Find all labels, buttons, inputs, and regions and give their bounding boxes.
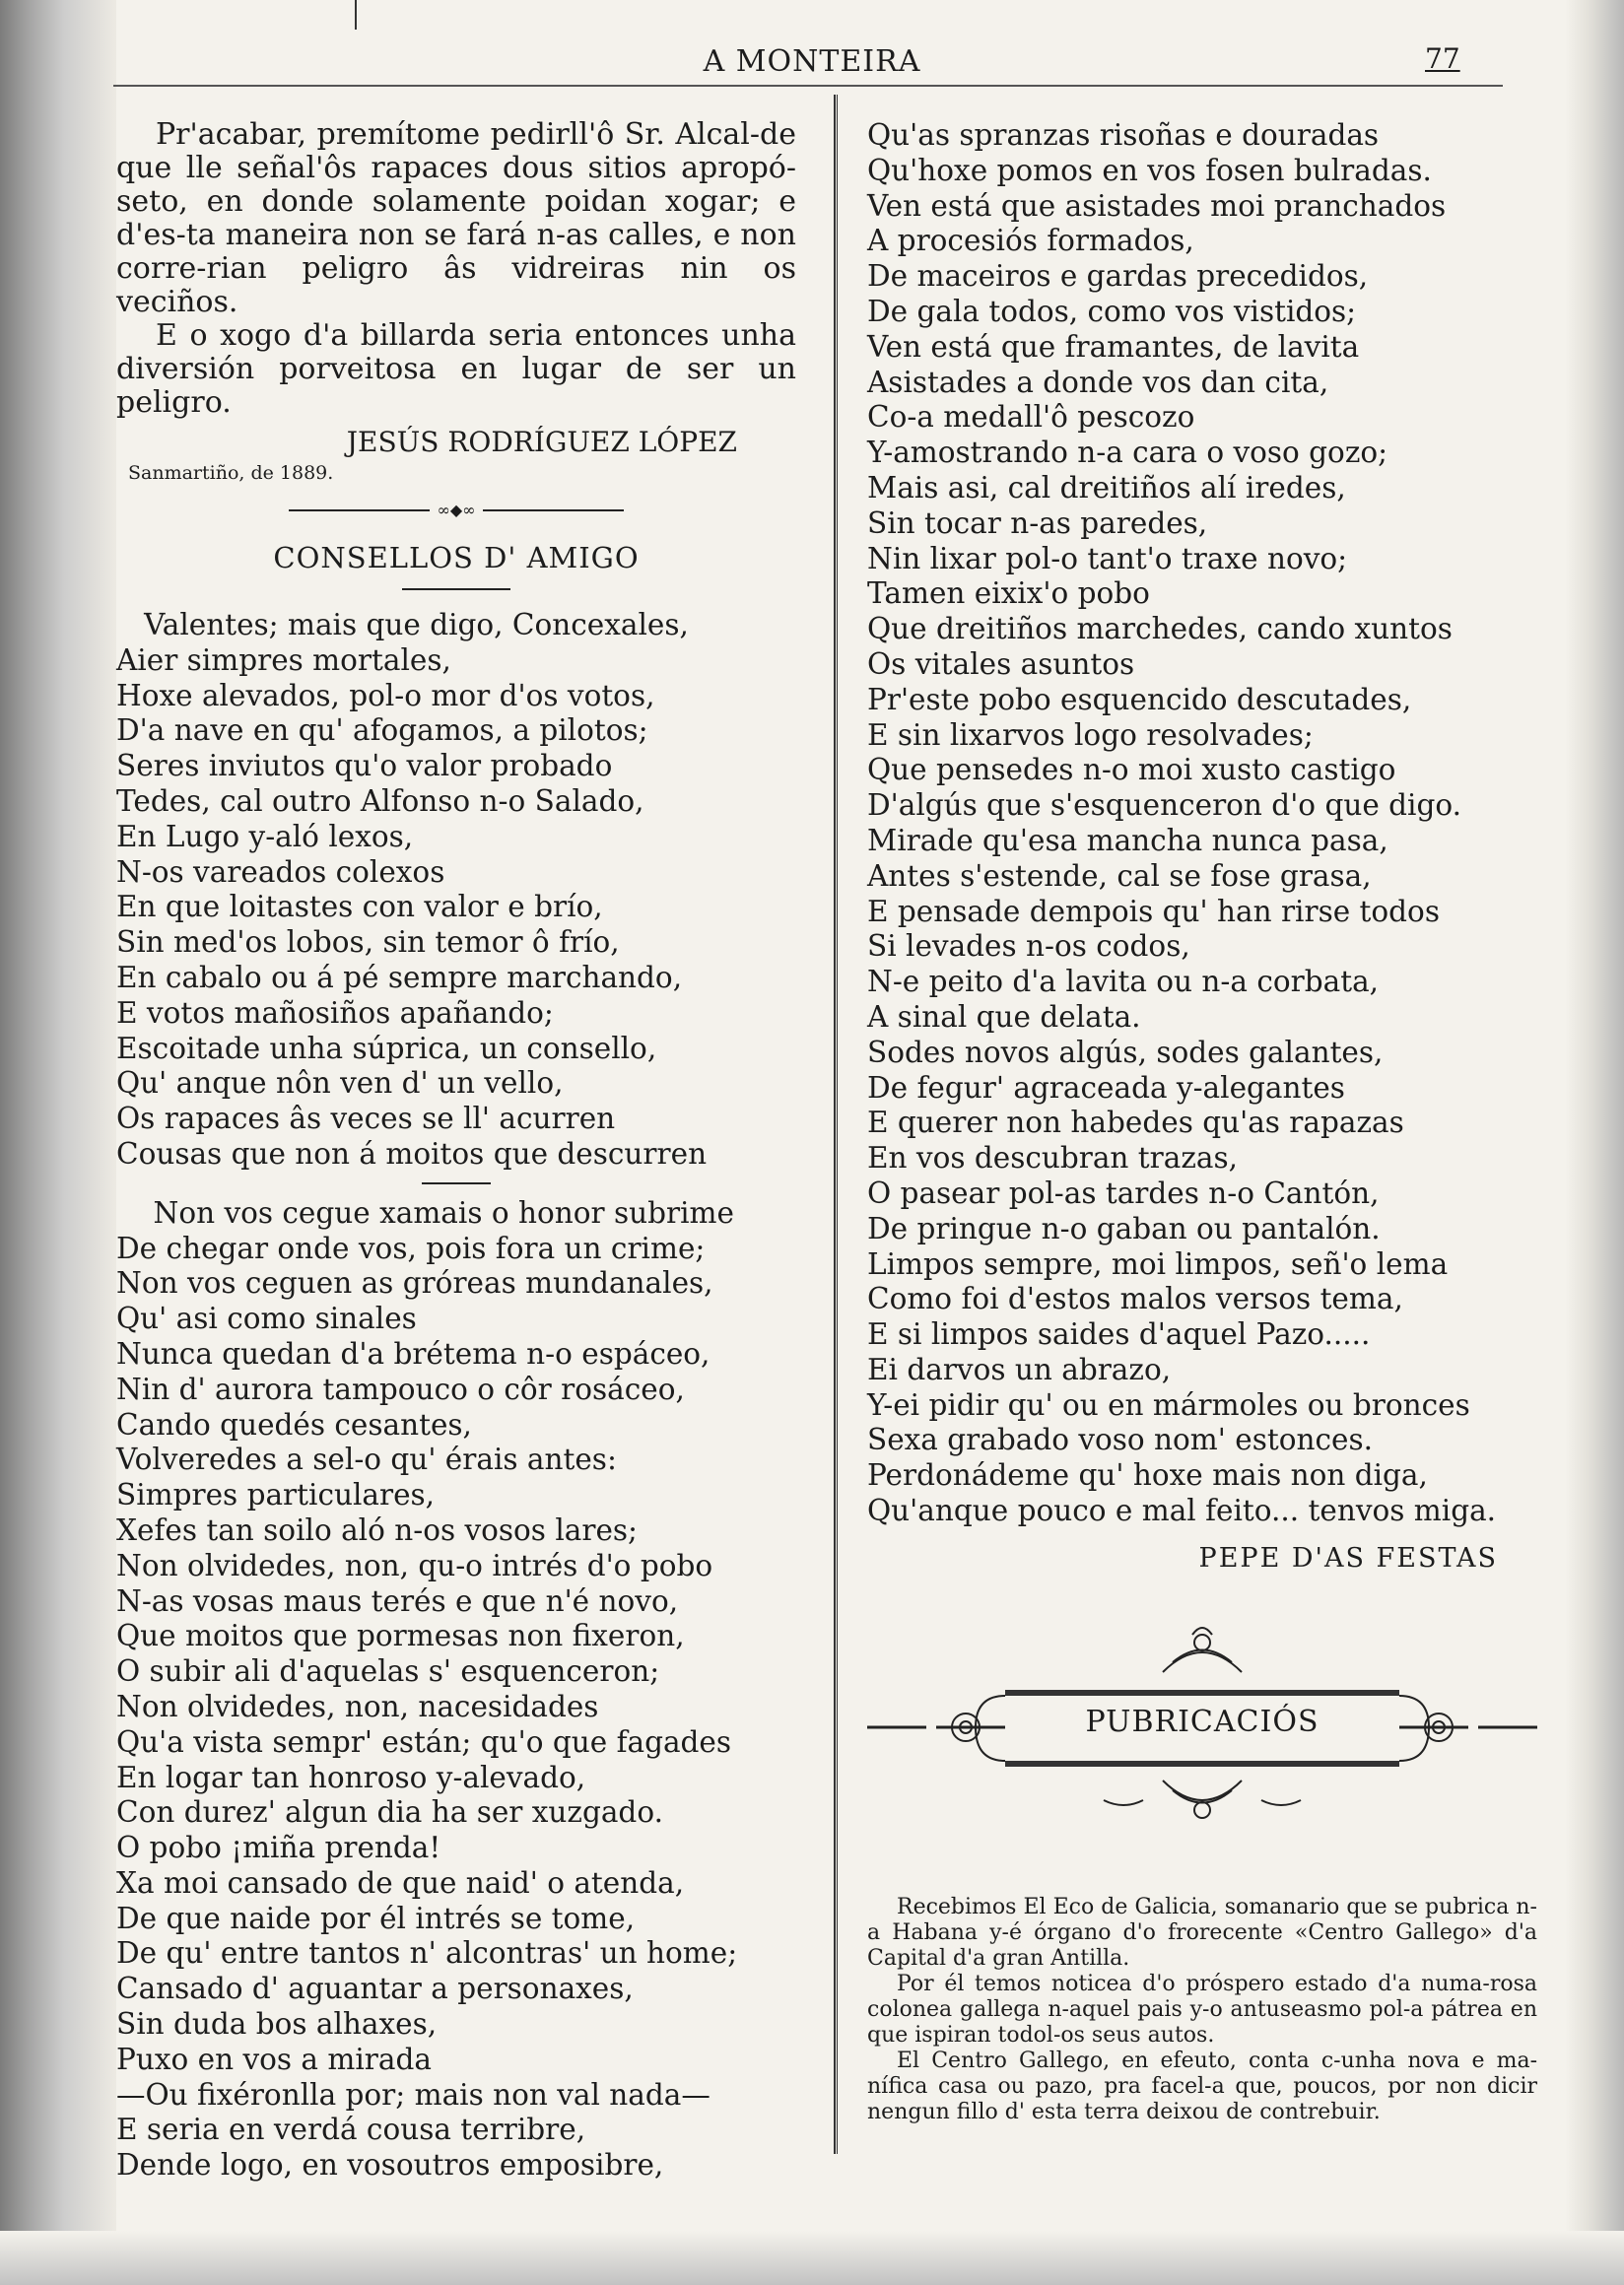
verse-line: Valentes; mais que digo, Concexales, xyxy=(144,608,689,641)
verse-line: Que dreitiños marchedes, cando xuntos xyxy=(867,612,1453,646)
verse-line: De gala todos, como vos vistidos; xyxy=(867,294,1357,328)
section-title: PUBRICACIÓS xyxy=(1085,1704,1320,1739)
verse-line: Co-a medall'ô pescozo xyxy=(867,400,1195,435)
left-column xyxy=(116,118,796,2184)
poem-continuation xyxy=(867,118,1537,1529)
verse-line: E pensade dempois qu' han rirse todos xyxy=(867,894,1440,928)
verse-line: Dende logo, en vosoutros emposibre, xyxy=(116,2148,664,2183)
verse-line: Nin d' aurora tampouco o côr rosáceo, xyxy=(116,1372,685,1406)
verse-line: Qu' anque nôn ven d' un vello, xyxy=(116,1066,564,1101)
verse-line: De maceiros e gardas precedidos, xyxy=(867,259,1369,294)
verse-line: Como foi d'estos malos versos tema, xyxy=(867,1282,1403,1316)
verse-line: De qu' entre tantos n' alcontras' un home; xyxy=(116,1936,738,1971)
verse-line: O pasear pol-as tardes n-o Cantón, xyxy=(867,1176,1380,1210)
verse-line: N-e peito d'a lavita ou n-a corbata, xyxy=(867,965,1380,999)
title-rule xyxy=(402,588,510,590)
verse-line: Sin duda bos alhaxes, xyxy=(116,2007,438,2042)
stanza-rule xyxy=(422,1182,491,1184)
verse-line: Ei darvos un abrazo, xyxy=(867,1352,1172,1386)
verse-line: Seres inviutos qu'o valor probado xyxy=(116,749,613,783)
poem-title: CONSELLOS D' AMIGO xyxy=(273,541,640,574)
verse-line: De chegar onde vos, pois fora un crime; xyxy=(116,1231,706,1265)
article-signature: JESÚS RODRÍGUEZ LÓPEZ xyxy=(346,426,737,458)
verse-line: A sinal que delata. xyxy=(867,999,1141,1034)
verse-line: Aier simpres mortales, xyxy=(116,642,451,677)
verse-line: E querer non habedes qu'as rapazas xyxy=(867,1106,1404,1140)
verse-line: De que naide por él intrés se tome, xyxy=(116,1901,636,1935)
verse-line: Pr'este pobo esquencido descutades, xyxy=(867,682,1412,716)
verse-line: Qu'anque pouco e mal feito... tenvos miga. xyxy=(867,1494,1497,1528)
verse-line: Que moitos que pormesas non fixeron, xyxy=(116,1619,685,1653)
verse-line: Qu' asi como sinales xyxy=(116,1302,417,1336)
verse-line: Ven está que framantes, de lavita xyxy=(867,329,1360,364)
verse-line: En cabalo ou á pé sempre marchando, xyxy=(116,960,683,994)
verse-line: Mirade qu'esa mancha nunca pasa, xyxy=(867,823,1388,857)
verse-line: Non vos cegue xamais o honor subrime xyxy=(153,1195,734,1230)
verse-line: Volveredes a sel-o qu' érais antes: xyxy=(116,1443,617,1477)
verse-line: Cansado d' aguantar a personaxes, xyxy=(116,1972,634,2006)
verse-line: N-os vareados colexos xyxy=(116,854,445,889)
verse-line: En vos descubran trazas, xyxy=(867,1141,1238,1176)
article-dateline: Sanmartiño, de 1889. xyxy=(128,462,334,484)
verse-line: Qu'hoxe pomos en vos fosen bulradas. xyxy=(867,153,1432,187)
verse-line: Puxo en vos a mirada xyxy=(116,2042,432,2076)
verse-line: Non olvidedes, non, qu-o intrés d'o pobo xyxy=(116,1548,713,1582)
verse-line: Simpres particulares, xyxy=(116,1478,436,1512)
verse-line: Antes s'estende, cal se fose grasa, xyxy=(867,858,1372,893)
verse-line: Escoitade unha súprica, un consello, xyxy=(116,1031,657,1065)
verse-line: Y-amostrando n-a cara o voso gozo; xyxy=(867,436,1388,470)
page-number: 77 xyxy=(1425,42,1460,75)
verse-line: En logar tan honroso y-alevado, xyxy=(116,1760,586,1794)
verse-line: N-as vosas maus terés e que n'é novo, xyxy=(116,1583,679,1618)
note-paragraph: El Centro Gallego, en efeuto, conta c-unha nova e ma-nífica casa ou pazo, pra facel-a que, poucos, por non dicir nengun fillo d' esta terra deixou de contrebuir. xyxy=(867,2048,1537,2124)
scan-shadow-right xyxy=(1565,0,1624,2285)
header-rule xyxy=(113,85,1503,87)
verse-line: De fegur' agraceada y-alegantes xyxy=(867,1070,1345,1105)
verse-line: —Ou fixéronlla por; mais non val nada— xyxy=(116,2077,710,2112)
verse-line: Sexa grabado voso nom' estonces. xyxy=(867,1423,1373,1457)
verse-line: Tamen eixix'o pobo xyxy=(867,576,1150,611)
verse-line: Os rapaces âs veces se ll' acurren xyxy=(116,1102,616,1136)
verse-line: E sin lixarvos logo resolvades; xyxy=(867,717,1314,752)
verse-line: Limpos sempre, moi limpos, señ'o lema xyxy=(867,1246,1449,1281)
ornamental-rule: ∞◆∞ xyxy=(289,504,624,517)
verse-line: De pringue n-o gaban ou pantalón. xyxy=(867,1211,1381,1245)
verse-line: Cousas que non á moitos que descurren xyxy=(116,1136,708,1171)
verse-line: Non olvidedes, non, nacesidades xyxy=(116,1689,599,1723)
right-column xyxy=(867,118,1537,2125)
verse-line: D'algús que s'esquenceron d'o que digo. xyxy=(867,788,1461,823)
verse-line: Con durez' algun dia ha ser xuzgado. xyxy=(116,1795,663,1830)
verse-line: Tedes, cal outro Alfonso n-o Salado, xyxy=(116,783,644,818)
verse-line: Nin lixar pol-o tant'o traxe novo; xyxy=(867,541,1348,575)
publications-notes xyxy=(867,1895,1537,2125)
verse-line: Cando quedés cesantes, xyxy=(116,1407,472,1442)
verse-line: Qu'as spranzas risoñas e douradas xyxy=(867,118,1380,152)
section-vignette xyxy=(867,1613,1537,1859)
verse-line: Sodes novos algús, sodes galantes, xyxy=(867,1035,1384,1069)
note-paragraph: Por él temos noticea d'o próspero estado d'a numa-rosa colonea gallega n-aquel pais y-o antuseasmo pol-a pátrea en que ispiran todol-os seus autos. xyxy=(867,1971,1537,2048)
verse-line: Perdonádeme qu' hoxe mais non diga, xyxy=(867,1458,1428,1493)
verse-line: Non vos ceguen as gróreas mundanales, xyxy=(116,1266,713,1301)
verse-line: Asistades a donde vos dan cita, xyxy=(867,365,1329,399)
verse-line: Qu'a vista sempr' están; qu'o que fagades xyxy=(116,1724,732,1759)
verse-line: E votos mañosiños apañando; xyxy=(116,995,554,1030)
poem-stanza-2 xyxy=(116,1196,796,2184)
verse-line: A procesiós formados, xyxy=(867,224,1194,258)
verse-line: D'a nave en qu' afogamos, a pilotos; xyxy=(116,713,648,748)
intro-paragraph: Pr'acabar, premítome pedirll'ô Sr. Alcal-de que lle señal'ôs rapaces dous sitios apropó-seto, en donde solamente poidan xogar; e d'es-ta maneira non se fará n-as calles, e non corre-rian peligro âs vidreiras nin os veciños. xyxy=(116,117,796,319)
verse-line: Ven está que asistades moi pranchados xyxy=(867,188,1447,223)
verse-line: En que loitastes con valor e brío, xyxy=(116,890,603,924)
verse-line: Mais asi, cal dreitiños alí iredes, xyxy=(867,470,1346,504)
note-paragraph: Recebimos El Eco de Galicia, somanario que se pubrica n-a Habana y-é órgano d'o frorecente «Centro Gallego» d'a Capital d'a gran Antilla. xyxy=(867,1894,1537,1971)
verse-line: En Lugo y-aló lexos, xyxy=(116,819,414,853)
verse-line: O pobo ¡miña prenda! xyxy=(116,1831,441,1865)
verse-line: Os vitales asuntos xyxy=(867,646,1135,681)
header-tick-mark xyxy=(355,0,357,30)
scan-shadow-left xyxy=(0,0,116,2285)
verse-line: Hoxe alevados, pol-o mor d'os votos, xyxy=(116,678,655,712)
verse-line: Nunca quedan d'a brétema n-o espáceo, xyxy=(116,1336,710,1371)
verse-line: Xefes tan soilo aló n-os vosos lares; xyxy=(116,1512,638,1547)
verse-line: E seria en verdá cousa terribre, xyxy=(116,2113,586,2147)
running-head: A MONTEIRA xyxy=(703,44,921,79)
column-divider xyxy=(834,95,838,2154)
poem-signature: PEPE D'AS FESTAS xyxy=(1198,1542,1498,1574)
verse-line: Y-ei pidir qu' ou en mármoles ou bronces xyxy=(867,1387,1470,1422)
verse-line: Xa moi cansado de que naid' o atenda, xyxy=(116,1865,685,1900)
verse-line: Si levades n-os codos, xyxy=(867,929,1190,964)
verse-line: O subir ali d'aquelas s' esquenceron; xyxy=(116,1654,660,1689)
scan-shadow-bottom xyxy=(0,2231,1624,2285)
verse-line: E si limpos saides d'aquel Pazo..... xyxy=(867,1317,1371,1352)
verse-line: Sin med'os lobos, sin temor ô frío, xyxy=(116,925,620,960)
verse-line: Que pensedes n-o moi xusto castigo xyxy=(867,753,1396,787)
verse-line: Sin tocar n-as paredes, xyxy=(867,505,1208,540)
poem-stanza-1 xyxy=(116,608,796,1173)
intro-paragraph: E o xogo d'a billarda seria entonces unha diversión porveitosa en lugar de ser un peligro. xyxy=(116,318,796,420)
